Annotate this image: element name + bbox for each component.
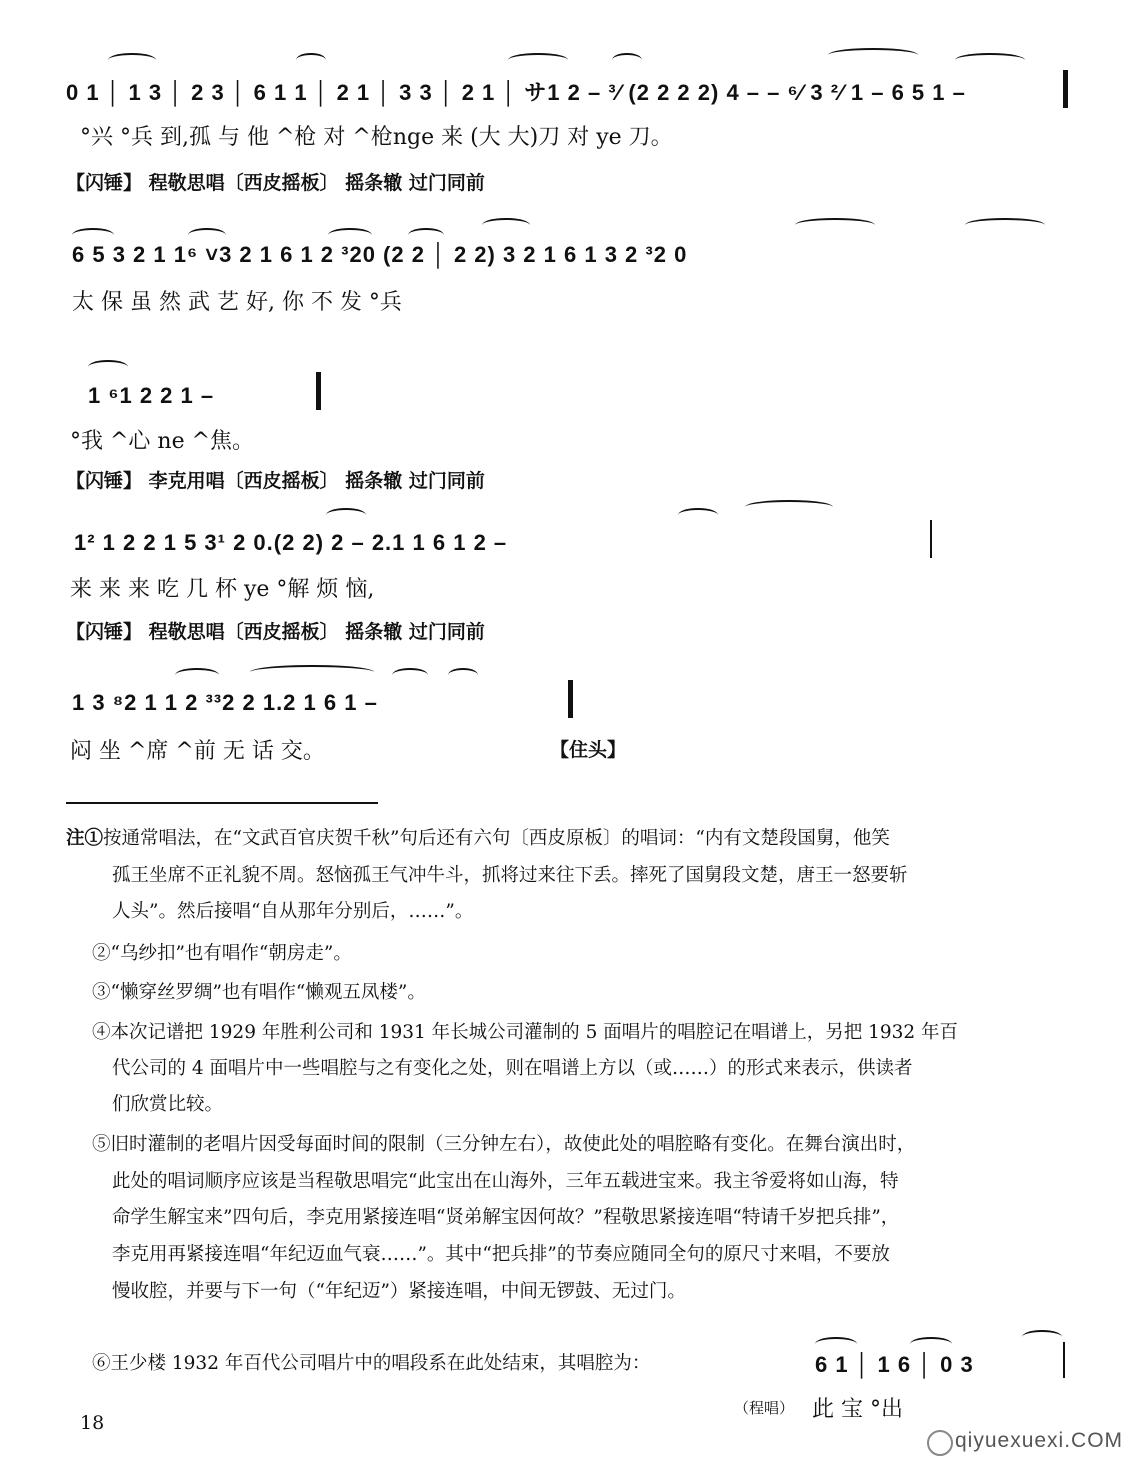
note-5-line-5: 慢收腔，并要与下一句（“年纪迈”）紧接连唱，中间无锣鼓、无过门。 <box>112 1281 686 1302</box>
ending-marker: 【住头】 <box>550 739 627 761</box>
score-line-1-lyrics: °兴 °兵 到,孤 与 他 ^枪 对 ^枪nge 来 (大 大)刀 对 ye 刀。 <box>80 125 673 150</box>
note-1-line-3: 人头”。然后接唱“自从那年分别后，……”。 <box>112 901 474 922</box>
note-5-line-1: ⑤旧时灌制的老唱片因受每面时间的限制（三分钟左右），故使此处的唱腔略有变化。在舞台演出时， <box>92 1134 916 1155</box>
note-6-notes: 6 1 │ 1 6 │ 0 3 <box>815 1352 974 1377</box>
note-4-line-1: ④本次记谱把 1929 年胜利公司和 1931 年长城公司灌制的 5 面唱片的唱腔记在唱谱上，另把 1932 年百 <box>92 1022 959 1043</box>
note-3: ③“懒穿丝罗绸”也有唱作“懒观五凤楼”。 <box>92 982 426 1003</box>
score-line-3-lyrics: °我 ^心 ne ^焦。 <box>70 429 255 454</box>
score-line-5-notes: 1 3 ⁸2 1 1 2 ³³2 2 1.2 1 6 1 – <box>72 690 378 715</box>
score-line-2-notes: 6 5 3 2 1 1⁶ ˅3 2 1 6 1 2 ³20 (2 2 │ 2 2) 3 2 1 6 1 3 2 ³2 0 <box>72 242 688 267</box>
note-1-label: 注① <box>66 828 104 849</box>
note-5-line-3: 命学生解宝来”四句后，李克用紧接连唱“贤弟解宝因何故？”程敬思紧接连唱“特请千岁把兵排”， <box>112 1207 900 1228</box>
note-2: ②“乌纱扣”也有唱作“朝房走”。 <box>92 943 352 964</box>
score-line-4-notes: 1² 1 2 2 1 5 3¹ 2 0.(2 2) 2 – 2.1 1 6 1 2 – <box>74 530 508 555</box>
score-line-5-lyrics: 闷 坐 ^席 ^前 无 话 交。 <box>70 739 325 764</box>
note-4-line-2: 代公司的 4 面唱片中一些唱腔与之有变化之处，则在唱谱上方以（或……）的形式来表示，供读者 <box>112 1058 913 1079</box>
page-number: 18 <box>80 1412 105 1434</box>
score-line-2-lyrics: 太 保 虽 然 武 艺 好, 你 不 发 °兵 <box>72 290 402 315</box>
note-1-line-2: 孤王坐席不正礼貌不周。怒恼孤王气冲牛斗，抓将过来往下丢。摔死了国舅段文楚，唐王一怒要斩 <box>112 865 908 886</box>
note-1-line-1: 按通常唱法，在“文武百官庆贺千秋”句后还有六句〔西皮原板〕的唱词：“内有文楚段国舅，他笑 <box>103 828 890 849</box>
section-header-2: 【闪锤】 李克用唱〔西皮摇板〕 摇条辙 过门同前 <box>66 470 485 492</box>
score-line-4-lyrics: 来 来 来 吃 几 杯 ye °解 烦 恼, <box>70 577 375 602</box>
note-4-line-3: 们欣赏比较。 <box>112 1094 224 1115</box>
note-6-role: （程唱） <box>734 1399 795 1417</box>
section-header-1: 【闪锤】 程敬思唱〔西皮摇板〕 摇条辙 过门同前 <box>66 172 485 194</box>
note-5-line-4: 李克用再紧接连唱“年纪迈血气衰……”。其中“把兵排”的节奏应随同全句的原尺寸来唱，不要放 <box>112 1244 890 1265</box>
watermark-logo-icon <box>927 1430 953 1456</box>
score-line-1-notes: 0 1 │ 1 3 │ 2 3 │ 6 1 1 │ 2 1 │ 3 3 │ 2 1 │ サ1 2 – ³⁄ (2 2 2 2) 4 – – ⁶⁄ 3 ²⁄ 1 – 6 5 1 – <box>66 80 966 105</box>
section-header-3: 【闪锤】 程敬思唱〔西皮摇板〕 摇条辙 过门同前 <box>66 621 485 643</box>
score-line-3-notes: 1 ⁶1 2 2 1 – <box>88 383 215 408</box>
note-6-lyrics: 此 宝 °出 <box>812 1397 903 1422</box>
note-6: ⑥王少楼 1932 年百代公司唱片中的唱段系在此处结束，其唱腔为： <box>92 1353 651 1374</box>
note-5-line-2: 此处的唱词顺序应该是当程敬思唱完“此宝出在山海外，三年五载进宝来。我主爷爱将如山海，特 <box>112 1171 899 1192</box>
watermark: qiyuexuexi.COM <box>955 1429 1124 1452</box>
